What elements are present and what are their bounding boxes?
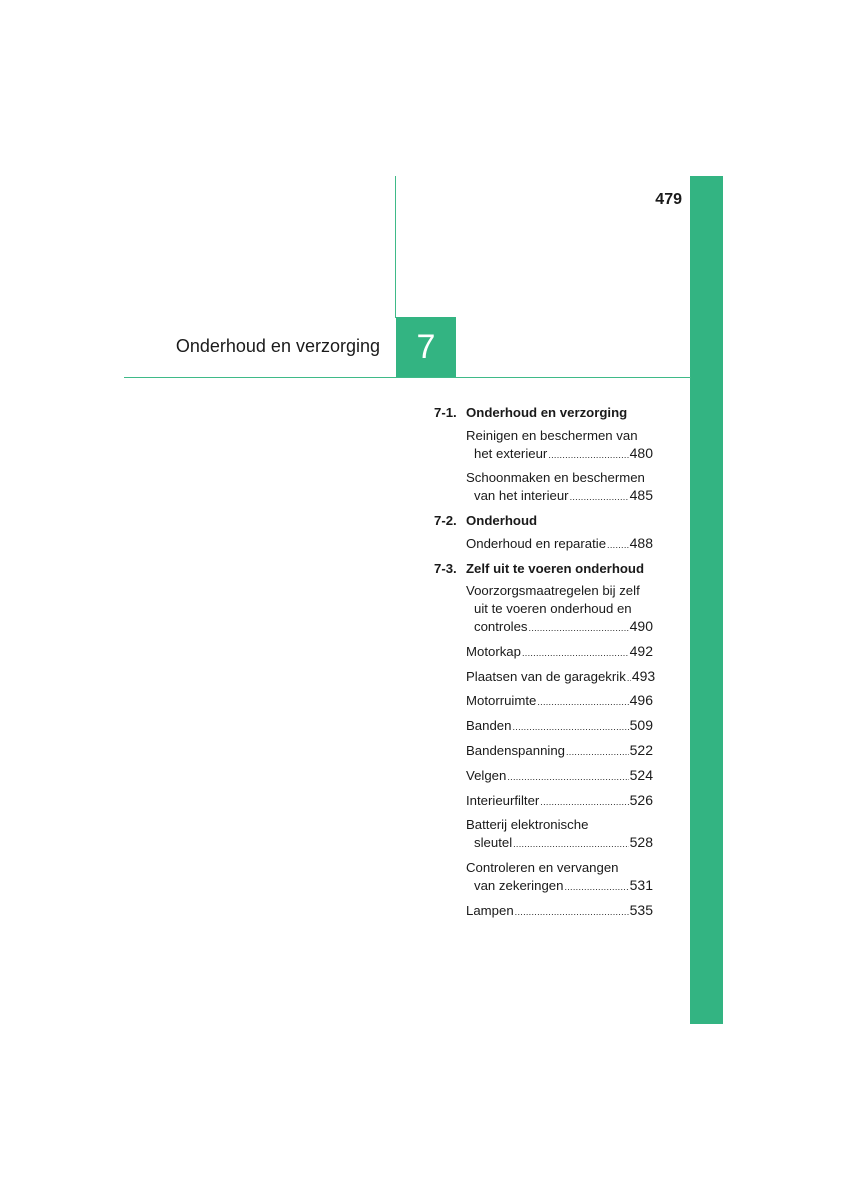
dot-leader bbox=[566, 744, 629, 762]
entry-title: het exterieur bbox=[474, 445, 548, 461]
dot-leader bbox=[540, 794, 628, 812]
dot-leader bbox=[570, 489, 629, 507]
entry-page-number: 490 bbox=[629, 617, 653, 634]
toc-entry[interactable] bbox=[466, 427, 653, 465]
entry-title: van het interieur bbox=[474, 488, 569, 504]
toc-entry[interactable] bbox=[466, 717, 653, 737]
dot-leader bbox=[627, 670, 631, 688]
entry-line: Schoonmaken en beschermen bbox=[466, 470, 645, 486]
entry-title: Banden bbox=[466, 718, 512, 734]
entry-page-number: 531 bbox=[629, 876, 653, 893]
entry-page-number: 526 bbox=[629, 791, 653, 808]
entry-page-number: 492 bbox=[629, 642, 653, 659]
dot-leader bbox=[564, 879, 628, 897]
dot-leader bbox=[529, 620, 629, 638]
section-number: 7-2. bbox=[434, 512, 457, 528]
dot-leader bbox=[522, 645, 629, 663]
entry-line: Voorzorgsmaatregelen bij zelf bbox=[466, 583, 640, 599]
toc-entry[interactable] bbox=[466, 742, 653, 762]
entry-page-number: 488 bbox=[629, 534, 653, 551]
dot-leader bbox=[607, 537, 629, 555]
side-tab bbox=[690, 176, 723, 1024]
chapter-number: 7 bbox=[416, 327, 436, 366]
toc-entry[interactable] bbox=[466, 767, 653, 787]
toc-entry[interactable] bbox=[466, 692, 653, 712]
chapter-number-box bbox=[396, 317, 456, 377]
toc-section bbox=[434, 560, 656, 922]
toc-entry[interactable] bbox=[466, 816, 653, 854]
dot-leader bbox=[513, 836, 629, 854]
entry-title: Motorruimte bbox=[466, 693, 537, 709]
entry-page-number: 485 bbox=[629, 487, 653, 504]
entry-line: Controleren en vervangen bbox=[466, 859, 619, 875]
toc-entry[interactable] bbox=[466, 469, 653, 507]
table-of-contents bbox=[434, 404, 656, 926]
section-number: 7-3. bbox=[434, 560, 457, 576]
entry-page-number: 535 bbox=[629, 901, 653, 918]
section-title: Onderhoud en verzorging bbox=[466, 405, 628, 420]
entry-page-number: 496 bbox=[629, 692, 653, 709]
entry-page-number: 522 bbox=[629, 741, 653, 758]
entry-title: Onderhoud en reparatie bbox=[466, 535, 607, 551]
dot-leader bbox=[548, 447, 628, 465]
entry-title: Bandenspanning bbox=[466, 742, 565, 758]
dot-leader bbox=[507, 769, 628, 787]
entry-line: uit te voeren onderhoud en bbox=[474, 601, 632, 617]
entry-title: van zekeringen bbox=[474, 877, 564, 893]
section-title: Onderhoud bbox=[466, 512, 538, 528]
entry-title: Interieurfilter bbox=[466, 792, 540, 808]
section-heading[interactable] bbox=[434, 560, 653, 578]
horizontal-rule bbox=[124, 377, 691, 378]
toc-entry[interactable] bbox=[466, 582, 653, 637]
entry-page-number: 509 bbox=[629, 717, 653, 734]
entry-title: Lampen bbox=[466, 902, 514, 918]
entry-title: controles bbox=[474, 618, 528, 634]
toc-entry[interactable] bbox=[466, 643, 653, 663]
entry-page-number: 493 bbox=[631, 667, 656, 684]
toc-entry[interactable] bbox=[466, 902, 653, 922]
vertical-rule bbox=[395, 176, 396, 318]
dot-leader bbox=[515, 904, 629, 922]
entry-line: Reinigen en beschermen van bbox=[466, 427, 638, 443]
dot-leader bbox=[537, 694, 628, 712]
dot-leader bbox=[512, 719, 628, 737]
section-heading[interactable] bbox=[434, 404, 653, 422]
toc-section bbox=[434, 512, 653, 555]
section-title: Zelf uit te voeren onderhoud bbox=[466, 560, 645, 576]
toc-entry[interactable] bbox=[466, 859, 653, 897]
entry-page-number: 528 bbox=[629, 834, 653, 851]
toc-entry[interactable] bbox=[466, 792, 653, 812]
toc-entry[interactable] bbox=[466, 535, 653, 555]
entry-page-number: 480 bbox=[629, 444, 653, 461]
entry-page-number: 524 bbox=[629, 766, 653, 783]
entry-title: sleutel bbox=[474, 835, 513, 851]
entry-line: Batterij elektronische bbox=[466, 817, 589, 833]
page-number: 479 bbox=[655, 191, 682, 208]
toc-section bbox=[434, 404, 653, 507]
entry-title: Plaatsen van de garagekrik bbox=[466, 668, 626, 684]
section-number: 7-1. bbox=[434, 405, 457, 420]
chapter-title: Onderhoud en verzorging bbox=[175, 336, 380, 356]
toc-entry[interactable] bbox=[466, 667, 656, 688]
entry-title: Motorkap bbox=[466, 643, 521, 659]
section-heading[interactable] bbox=[434, 512, 653, 530]
entry-title: Velgen bbox=[466, 767, 507, 783]
